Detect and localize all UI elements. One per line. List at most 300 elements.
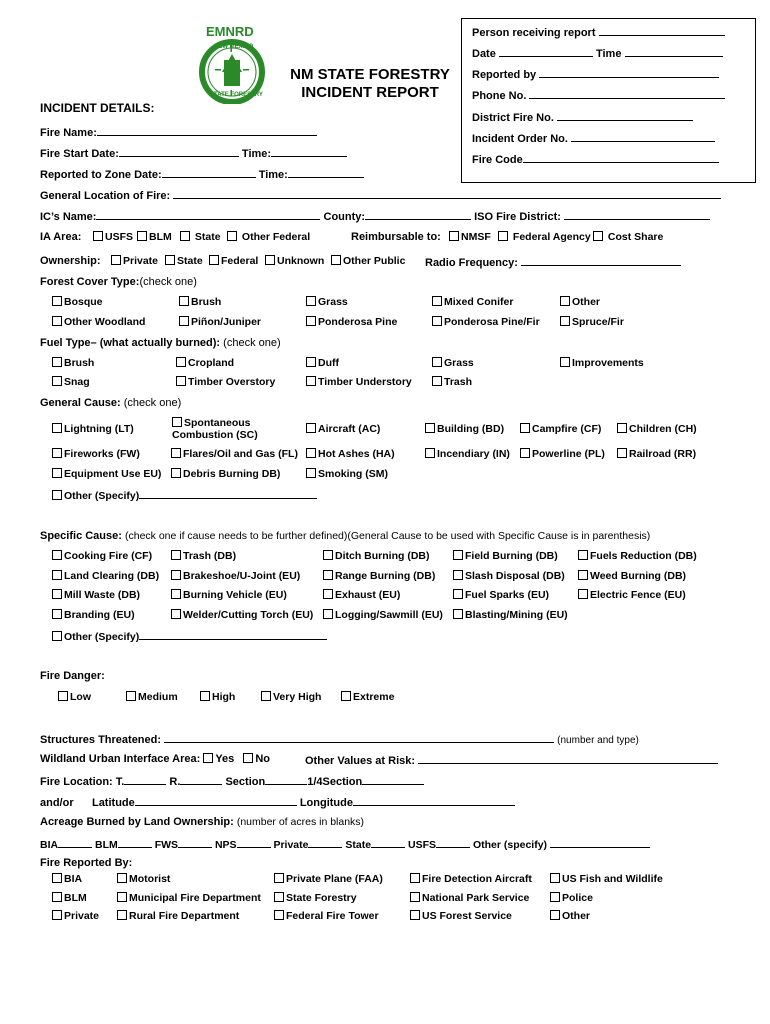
radio-label: Radio Frequency: <box>425 257 518 269</box>
checkbox[interactable] <box>432 357 442 367</box>
fuel-option-label: Brush <box>64 357 95 369</box>
checkbox[interactable] <box>425 448 435 458</box>
checkbox[interactable] <box>180 231 190 241</box>
checkbox[interactable] <box>498 231 508 241</box>
forest-option[interactable] <box>306 296 348 308</box>
sc-option[interactable] <box>578 589 686 601</box>
phone-field[interactable] <box>529 88 725 99</box>
checkbox[interactable] <box>560 316 570 326</box>
section-label: Section <box>225 776 266 788</box>
ia-state-label: State <box>194 231 221 243</box>
wui-yes-label: Yes <box>215 753 235 765</box>
sc-option[interactable] <box>52 609 135 621</box>
fuel-option[interactable] <box>432 357 474 369</box>
checkbox[interactable] <box>453 609 463 619</box>
checkbox[interactable] <box>93 231 103 241</box>
acre-state-field[interactable] <box>371 837 405 848</box>
reimb-cost-share[interactable] <box>593 231 663 243</box>
checkbox[interactable] <box>520 423 530 433</box>
reported-option[interactable] <box>550 892 593 904</box>
own-unknown[interactable] <box>265 255 324 267</box>
sc-option[interactable] <box>453 609 568 621</box>
checkbox[interactable] <box>265 255 275 265</box>
checkbox[interactable] <box>111 255 121 265</box>
checkbox[interactable] <box>453 589 463 599</box>
wui-no-checkbox[interactable] <box>243 753 253 763</box>
checkbox[interactable] <box>117 873 127 883</box>
sc-option[interactable] <box>453 589 549 601</box>
longitude-field[interactable] <box>353 795 515 806</box>
checkbox[interactable] <box>52 550 62 560</box>
ia-other-federal[interactable] <box>227 231 310 243</box>
sc-option[interactable] <box>323 589 400 601</box>
forest-option[interactable] <box>560 316 624 328</box>
reported-zone-time-field[interactable] <box>288 167 364 178</box>
reported-option[interactable] <box>117 892 261 904</box>
forest-cover-label: Forest Cover Type: <box>40 276 140 288</box>
sc-option-label: Range Burning (DB) <box>335 570 436 582</box>
sc-option-label: Burning Vehicle (EU) <box>183 589 287 601</box>
own-state[interactable] <box>165 255 203 267</box>
checkbox[interactable] <box>550 910 560 920</box>
checkbox[interactable] <box>171 570 181 580</box>
wui-row <box>40 753 270 765</box>
gc-option-label: Smoking (SM) <box>318 468 388 480</box>
checkbox[interactable] <box>323 550 333 560</box>
checkbox[interactable] <box>52 357 62 367</box>
checkbox[interactable] <box>171 468 181 478</box>
r-label: R. <box>169 776 181 788</box>
own-private[interactable] <box>111 255 158 267</box>
checkbox[interactable] <box>117 910 127 920</box>
checkbox[interactable] <box>560 296 570 306</box>
fuel-option[interactable] <box>432 376 472 388</box>
fuel-option[interactable] <box>52 357 94 369</box>
ia-blm[interactable] <box>137 231 172 243</box>
gc-option[interactable] <box>52 423 134 435</box>
location-row <box>40 188 721 202</box>
checkbox[interactable] <box>323 589 333 599</box>
reported-option[interactable] <box>52 892 87 904</box>
sc-option-label: Logging/Sawmill (EU) <box>335 609 443 621</box>
checkbox[interactable] <box>52 376 62 386</box>
danger-option[interactable] <box>200 691 235 703</box>
fuel-option[interactable] <box>306 376 412 388</box>
reported-option[interactable] <box>410 892 529 904</box>
date-field[interactable] <box>499 46 593 57</box>
reimb-federal-label: Federal Agency <box>512 231 591 243</box>
ic-field[interactable] <box>96 209 320 220</box>
wui-yes-checkbox[interactable] <box>203 753 213 763</box>
checkbox[interactable] <box>306 376 316 386</box>
latitude-label: Latitude <box>91 797 135 809</box>
checkbox[interactable] <box>137 231 147 241</box>
section-field[interactable] <box>265 774 307 785</box>
forest-option-label: Other <box>572 296 601 308</box>
danger-option-label: Very High <box>273 691 322 703</box>
checkbox[interactable] <box>117 892 127 902</box>
checkbox[interactable] <box>52 589 62 599</box>
sc-option[interactable] <box>52 589 140 601</box>
checkbox[interactable] <box>171 609 181 619</box>
iso-label: ISO Fire District: <box>474 211 561 223</box>
checkbox[interactable] <box>58 691 68 701</box>
general-cause-check-one: (check one) <box>123 397 182 409</box>
sc-option[interactable] <box>323 570 435 582</box>
radio-field[interactable] <box>521 255 681 266</box>
checkbox[interactable] <box>306 296 316 306</box>
reported-option[interactable] <box>410 910 512 922</box>
district-row <box>472 110 693 124</box>
checkbox[interactable] <box>52 490 62 500</box>
gc-spontaneous[interactable] <box>172 417 258 441</box>
acreage-row <box>40 837 650 851</box>
sc-option[interactable] <box>453 550 558 562</box>
acre-bia-label: BIA <box>40 839 59 851</box>
acreage-heading <box>40 816 364 828</box>
fuel-option[interactable] <box>176 376 275 388</box>
fuel-option-label: Timber Understory <box>318 376 412 388</box>
ic-row <box>40 209 710 223</box>
date-time-row <box>472 46 723 60</box>
forest-option[interactable] <box>560 296 600 308</box>
iso-field[interactable] <box>564 209 710 220</box>
reported-option[interactable] <box>52 910 99 922</box>
sc-option[interactable] <box>578 550 697 562</box>
gc-option[interactable] <box>52 468 161 480</box>
acre-fws-field[interactable] <box>178 837 212 848</box>
checkbox[interactable] <box>171 550 181 560</box>
gc-option-label: Incendiary (IN) <box>437 448 510 460</box>
checkbox[interactable] <box>172 417 182 427</box>
sc-option[interactable] <box>171 609 313 621</box>
forest-option[interactable] <box>179 316 261 328</box>
danger-option[interactable] <box>126 691 178 703</box>
specific-cause-note: (check one if cause needs to be further defined)(General Cause to be used with Specific Cause is in parenthesis) <box>124 530 651 542</box>
gc-option-label: Fireworks (FW) <box>64 448 140 460</box>
checkbox[interactable] <box>165 255 175 265</box>
acre-other-field[interactable] <box>550 837 650 848</box>
checkbox[interactable] <box>171 589 181 599</box>
fire-location-t-label: Fire Location: T. <box>40 776 125 788</box>
time-field[interactable] <box>625 46 723 57</box>
reported-option[interactable] <box>274 892 357 904</box>
checkbox[interactable] <box>578 589 588 599</box>
checkbox[interactable] <box>227 231 237 241</box>
gc-option-label: Hot Ashes (HA) <box>318 448 395 460</box>
wui-label: Wildland Urban Interface Area: <box>40 753 201 765</box>
reported-option[interactable] <box>410 873 532 885</box>
quarter-section-label: 1/4Section <box>307 776 363 788</box>
checkbox[interactable] <box>341 691 351 701</box>
fuel-option-label: Grass <box>444 357 474 369</box>
gc-other[interactable] <box>52 488 317 502</box>
sc-other[interactable] <box>52 629 327 643</box>
forest-option-label: Other Woodland <box>64 316 146 328</box>
checkbox[interactable] <box>176 357 186 367</box>
date-label: Date <box>472 48 496 60</box>
acre-nps-label: NPS <box>214 839 237 851</box>
quarter-section-field[interactable] <box>362 774 424 785</box>
gc-option[interactable] <box>617 423 697 435</box>
checkbox[interactable] <box>274 873 284 883</box>
sc-option[interactable] <box>578 570 686 582</box>
reported-option[interactable] <box>274 910 379 922</box>
checkbox[interactable] <box>425 423 435 433</box>
gc-option[interactable] <box>617 448 696 460</box>
sc-option[interactable] <box>52 570 159 582</box>
gc-option[interactable] <box>171 468 280 480</box>
own-other-public[interactable] <box>331 255 405 267</box>
checkbox[interactable] <box>171 448 181 458</box>
acre-blm-label: BLM <box>95 839 118 851</box>
checkbox[interactable] <box>410 873 420 883</box>
reported-option[interactable] <box>550 873 663 885</box>
sc-option[interactable] <box>171 570 300 582</box>
sc-option-label: Welder/Cutting Torch (EU) <box>183 609 314 621</box>
gc-option[interactable] <box>52 448 140 460</box>
reported-option[interactable] <box>117 910 239 922</box>
gc-option[interactable] <box>425 423 504 435</box>
other-values-field[interactable] <box>418 753 718 764</box>
reimb-federal[interactable] <box>498 231 591 243</box>
ia-usfs[interactable] <box>93 231 133 243</box>
forest-option[interactable] <box>432 316 540 328</box>
location-label: General Location of Fire: <box>40 190 171 202</box>
reported-option-label: Motorist <box>129 873 171 885</box>
checkbox[interactable] <box>52 910 62 920</box>
sc-option-label: Blasting/Mining (EU) <box>465 609 568 621</box>
checkbox[interactable] <box>52 609 62 619</box>
checkbox[interactable] <box>410 910 420 920</box>
logo-ring-top: NEW MEXICO <box>214 44 254 50</box>
sc-option[interactable] <box>52 550 152 562</box>
sc-option[interactable] <box>453 570 565 582</box>
longitude-label: Longitude <box>299 797 353 809</box>
forest-option-label: Grass <box>318 296 348 308</box>
sc-option-label: Slash Disposal (DB) <box>465 570 565 582</box>
sc-option-label: Cooking Fire (CF) <box>64 550 153 562</box>
fuel-option[interactable] <box>560 357 644 369</box>
fire-name-field[interactable] <box>97 125 317 136</box>
acre-blm-field[interactable] <box>118 837 152 848</box>
own-unknown-label: Unknown <box>277 255 325 267</box>
checkbox[interactable] <box>179 296 189 306</box>
own-federal[interactable] <box>209 255 258 267</box>
danger-option-label: Medium <box>138 691 178 703</box>
checkbox[interactable] <box>453 550 463 560</box>
checkbox[interactable] <box>331 255 341 265</box>
acre-private-field[interactable] <box>308 837 342 848</box>
checkbox[interactable] <box>449 231 459 241</box>
reported-option[interactable] <box>274 873 383 885</box>
fuel-option[interactable] <box>176 357 234 369</box>
danger-option[interactable] <box>341 691 394 703</box>
checkbox[interactable] <box>200 691 210 701</box>
sc-option[interactable] <box>323 550 430 562</box>
forest-option[interactable] <box>52 296 103 308</box>
r-field[interactable] <box>180 774 222 785</box>
checkbox[interactable] <box>52 448 62 458</box>
reported-zone-date-field[interactable] <box>162 167 256 178</box>
fuel-option[interactable] <box>306 357 339 369</box>
person-receiving-field[interactable] <box>599 25 725 36</box>
danger-option-label: Low <box>70 691 91 703</box>
forest-option[interactable] <box>179 296 221 308</box>
structures-label: Structures Threatened: <box>40 734 162 746</box>
sc-option[interactable] <box>171 550 236 562</box>
gc-option-label: Aircraft (AC) <box>318 423 381 435</box>
acreage-label: Acreage Burned by Land Ownership: <box>40 816 234 828</box>
forest-option-label: Ponderosa Pine <box>318 316 398 328</box>
gc-option[interactable] <box>425 448 510 460</box>
specific-cause-heading <box>40 530 650 542</box>
acre-bia-field[interactable] <box>58 837 92 848</box>
reimb-nmsf[interactable] <box>449 231 491 243</box>
checkbox[interactable] <box>306 357 316 367</box>
location-field[interactable] <box>173 188 721 199</box>
checkbox[interactable] <box>432 376 442 386</box>
checkbox[interactable] <box>52 316 62 326</box>
gc-option[interactable] <box>520 423 601 435</box>
checkbox[interactable] <box>52 296 62 306</box>
checkbox[interactable] <box>578 570 588 580</box>
reported-zone-time-label: Time: <box>258 169 288 181</box>
incident-order-field[interactable] <box>571 131 715 142</box>
ic-label: IC’s Name: <box>40 211 97 223</box>
reported-zone-row <box>40 167 364 181</box>
own-private-label: Private <box>123 255 159 267</box>
checkbox[interactable] <box>176 376 186 386</box>
reported-by-field[interactable] <box>539 67 719 78</box>
gc-option-label: Powerline (PL) <box>532 448 605 460</box>
reported-option-label: Police <box>562 892 593 904</box>
sc-other-field[interactable] <box>139 629 327 640</box>
checkbox[interactable] <box>306 468 316 478</box>
ia-state[interactable] <box>180 231 221 243</box>
gc-option[interactable] <box>171 448 298 460</box>
fuel-check-one: (check one) <box>223 337 281 349</box>
danger-option-label: Extreme <box>353 691 395 703</box>
fire-start-label: Fire Start Date: <box>40 148 119 160</box>
structures-row <box>40 732 639 746</box>
own-federal-label: Federal <box>221 255 259 267</box>
gc-option-label: Railroad (RR) <box>629 448 697 460</box>
checkbox[interactable] <box>52 631 62 641</box>
general-cause-heading <box>40 397 181 409</box>
sc-option[interactable] <box>323 609 443 621</box>
reported-option-label: Federal Fire Tower <box>286 910 379 922</box>
checkbox[interactable] <box>617 448 627 458</box>
reported-option[interactable] <box>117 873 170 885</box>
t-field[interactable] <box>124 774 166 785</box>
checkbox[interactable] <box>520 448 530 458</box>
forest-option[interactable] <box>52 316 145 328</box>
fuel-option[interactable] <box>52 376 90 388</box>
radio-row <box>425 255 681 269</box>
reported-option-label: Private <box>64 910 100 922</box>
checkbox[interactable] <box>52 873 62 883</box>
checkbox[interactable] <box>261 691 271 701</box>
checkbox[interactable] <box>323 570 333 580</box>
latitude-field[interactable] <box>135 795 297 806</box>
county-field[interactable] <box>365 209 471 220</box>
fire-code-field[interactable] <box>523 152 719 163</box>
checkbox[interactable] <box>550 873 560 883</box>
checkbox[interactable] <box>560 357 570 367</box>
checkbox[interactable] <box>52 892 62 902</box>
checkbox[interactable] <box>306 316 316 326</box>
incident-order-row <box>472 131 715 145</box>
sc-option-label: Mill Waste (DB) <box>64 589 141 601</box>
checkbox[interactable] <box>432 316 442 326</box>
danger-option[interactable] <box>261 691 321 703</box>
checkbox[interactable] <box>52 570 62 580</box>
reported-option[interactable] <box>52 873 82 885</box>
acre-usfs-field[interactable] <box>436 837 470 848</box>
checkbox[interactable] <box>274 910 284 920</box>
checkbox[interactable] <box>432 296 442 306</box>
gc-option-label: Equipment Use EU) <box>64 468 162 480</box>
checkbox[interactable] <box>550 892 560 902</box>
checkbox[interactable] <box>323 609 333 619</box>
form-title-line1: NM STATE FORESTRY <box>290 66 450 83</box>
checkbox[interactable] <box>306 423 316 433</box>
gc-other-field[interactable] <box>139 488 317 499</box>
fire-start-date-field[interactable] <box>119 146 239 157</box>
sc-option[interactable] <box>171 589 287 601</box>
structures-field[interactable] <box>164 732 554 743</box>
reported-option-label: BIA <box>64 873 83 885</box>
checkbox[interactable] <box>453 570 463 580</box>
forest-option[interactable] <box>306 316 397 328</box>
checkbox[interactable] <box>179 316 189 326</box>
checkbox[interactable] <box>52 468 62 478</box>
district-field[interactable] <box>557 110 693 121</box>
gc-option[interactable] <box>306 423 380 435</box>
emnrd-logo <box>190 24 270 104</box>
sc-option-label: Field Burning (DB) <box>465 550 558 562</box>
fire-start-time-field[interactable] <box>271 146 347 157</box>
gc-option[interactable] <box>306 468 388 480</box>
reported-option-label: Fire Detection Aircraft <box>422 873 532 885</box>
gc-option[interactable] <box>306 448 395 460</box>
checkbox[interactable] <box>209 255 219 265</box>
wui-no-label: No <box>255 753 271 765</box>
checkbox[interactable] <box>578 550 588 560</box>
phone-row <box>472 88 725 102</box>
acre-nps-field[interactable] <box>237 837 271 848</box>
ia-usfs-label: USFS <box>105 231 134 243</box>
checkbox[interactable] <box>126 691 136 701</box>
sc-option-label: Brakeshoe/U-Joint (EU) <box>183 570 301 582</box>
gc-option[interactable] <box>520 448 605 460</box>
fire-start-row <box>40 146 347 160</box>
checkbox[interactable] <box>306 448 316 458</box>
checkbox[interactable] <box>593 231 603 241</box>
checkbox[interactable] <box>410 892 420 902</box>
reported-option[interactable] <box>550 910 590 922</box>
gc-option-label: Debris Burning DB) <box>183 468 281 480</box>
fuel-option-label: Improvements <box>572 357 644 369</box>
checkbox[interactable] <box>617 423 627 433</box>
danger-option[interactable] <box>58 691 91 703</box>
checkbox[interactable] <box>52 423 62 433</box>
reported-option-label: Municipal Fire Department <box>129 892 261 904</box>
checkbox[interactable] <box>274 892 284 902</box>
forest-option[interactable] <box>432 296 513 308</box>
acre-fws-label: FWS <box>154 839 179 851</box>
